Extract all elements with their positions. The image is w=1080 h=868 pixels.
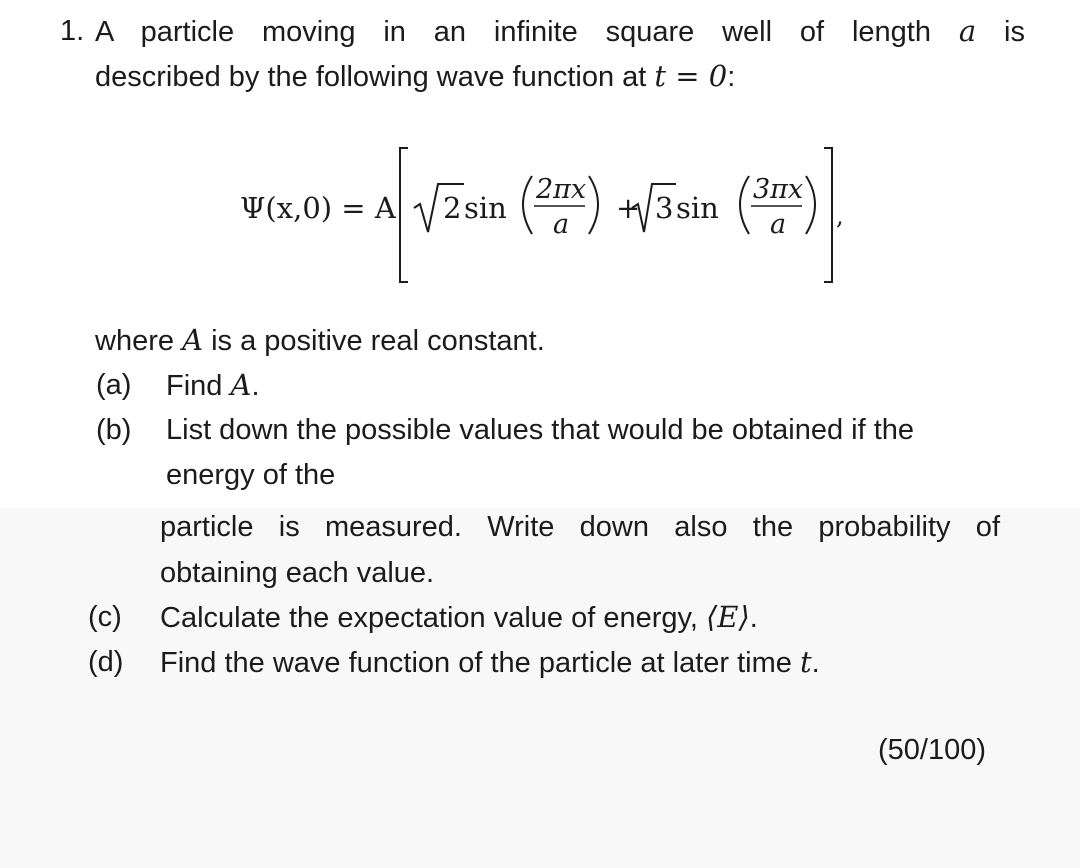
part-b-line-3: particle is measured. Write down also the probability of	[160, 511, 1000, 543]
wave-function-equation	[240, 140, 844, 300]
term2-numerator: 3πx	[753, 174, 804, 205]
term1-denominator: a	[553, 209, 570, 240]
term1-numerator: 2πx	[536, 174, 587, 205]
part-c-label: (c)	[88, 601, 122, 633]
part-c-text: Calculate the expectation value of energy, ⟨E⟩.	[160, 600, 758, 634]
marks-label: (50/100)	[878, 734, 987, 766]
term2-sin: sin	[676, 191, 719, 225]
part-b-line-1: List down the possible values that would be obtained if the	[166, 414, 915, 446]
equation-comma: ,	[836, 202, 844, 230]
question-intro-line-2: described by the following wave function at t = 0:	[95, 59, 736, 93]
term2-root: 3	[655, 191, 674, 225]
part-d-text: Find the wave function of the particle at later time t.	[160, 645, 820, 679]
term2-denominator: a	[770, 209, 787, 240]
constant-note: where A is a positive real constant.	[95, 323, 545, 357]
part-d-label: (d)	[88, 646, 124, 678]
part-b-line-4: obtaining each value.	[160, 557, 435, 589]
equation-plus: +	[616, 191, 641, 225]
part-a-text: Find A.	[166, 368, 260, 402]
part-b-label: (b)	[96, 414, 132, 446]
question-number: 1.	[60, 15, 85, 47]
term1-root: 2	[443, 191, 462, 225]
part-a-label: (a)	[96, 369, 132, 401]
part-b-line-2: energy of the	[166, 459, 336, 491]
term1-sin: sin	[464, 191, 507, 225]
equation-lhs: Ψ(x,0) = A	[240, 191, 396, 225]
question-intro-line-1: A particle moving in an infinite square well of length a is	[95, 14, 1025, 48]
